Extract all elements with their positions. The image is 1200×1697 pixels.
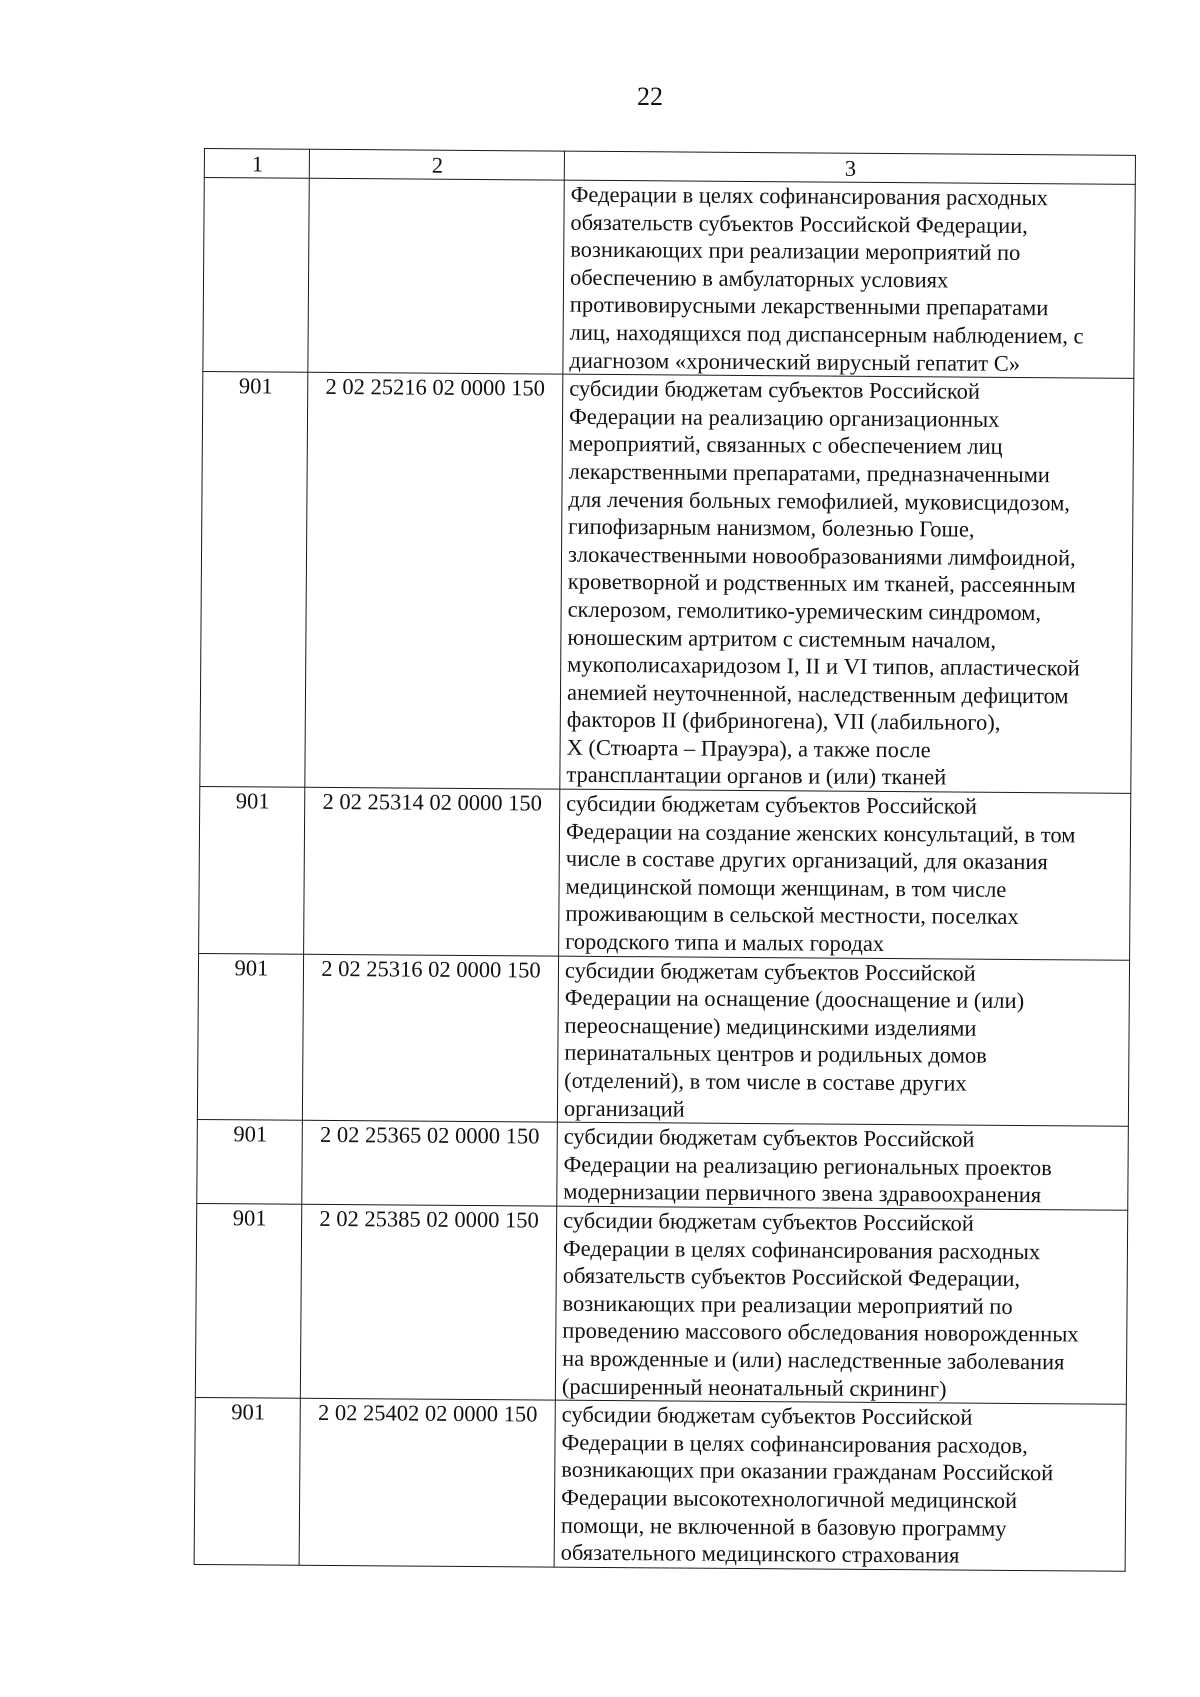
description-line: субсидии бюджетам субъектов Российской bbox=[561, 1401, 973, 1430]
description-line: числе в составе других организаций, для оказания bbox=[565, 845, 1048, 875]
description-line: трансплантации органов и (или) тканей bbox=[566, 762, 947, 790]
description-line: факторов II (фибриногена), VII (лабильного), bbox=[566, 706, 1001, 736]
description-line: Федерации в целях софинансирования расходных bbox=[570, 181, 1048, 211]
description-line: Федерации высокотехнологичной медицинской bbox=[561, 1484, 1018, 1513]
description-line: обязательств субъектов Российской Федерации, bbox=[570, 209, 1028, 238]
description-line: обеспечению в амбулаторных условиях bbox=[569, 264, 949, 293]
description-cell bbox=[555, 1206, 1127, 1404]
table-row bbox=[199, 787, 1131, 960]
description-line: субсидии бюджетам субъектов Российской bbox=[569, 375, 981, 404]
table-row bbox=[197, 953, 1129, 1126]
description-line: X (Стюарта – Прауэра), а также после bbox=[566, 734, 931, 763]
description-line: на врожденные и (или) наследственные заболевания bbox=[562, 1345, 1065, 1375]
administrator-code-cell: 901 bbox=[199, 787, 305, 954]
description-line: возникающих при реализации мероприятий по bbox=[570, 236, 1021, 266]
description-line: мероприятий, связанных с обеспечением лиц bbox=[568, 431, 1003, 460]
description-line: модернизации первичного звена здравоохранения bbox=[563, 1179, 1042, 1208]
budget-codes-table bbox=[194, 148, 1136, 1571]
description-line: медицинской помощи женщинам, в том числе bbox=[565, 873, 1007, 902]
table-row bbox=[200, 372, 1134, 794]
budget-classification-code-cell: 2 02 25216 02 0000 150 bbox=[305, 372, 563, 789]
table-row bbox=[203, 178, 1135, 379]
description-line: субсидии бюджетам субъектов Российской bbox=[563, 1207, 974, 1236]
description-line: перинатальных центров и родильных домов bbox=[564, 1040, 987, 1069]
budget-classification-code-cell: 2 02 25316 02 0000 150 bbox=[302, 954, 558, 1122]
description-line: обязательств субъектов Российской Федерации, bbox=[562, 1262, 1021, 1292]
description-line: злокачественными новообразованиями лимфоидной, bbox=[567, 541, 1076, 571]
table-row bbox=[194, 1398, 1126, 1571]
description-cell bbox=[563, 180, 1135, 378]
description-line: Федерации на реализацию организационных bbox=[568, 403, 1000, 432]
administrator-code-cell bbox=[203, 178, 309, 373]
description-line: лиц, находящихся под диспансерным наблюдением, с bbox=[569, 319, 1084, 349]
column-header-2: 2 bbox=[309, 149, 564, 180]
description-cell bbox=[559, 789, 1131, 960]
table-row bbox=[195, 1203, 1127, 1404]
description-line: городского типа и малых городах bbox=[565, 928, 885, 957]
description-line: Федерации на создание женских консультаций, в том bbox=[565, 818, 1076, 848]
description-line: лекарственными препаратами, предназначенными bbox=[568, 458, 1051, 488]
description-line: (отделений), в том числе в составе других bbox=[564, 1067, 967, 1096]
description-line: проживающим в сельской местности, поселках bbox=[565, 901, 1019, 930]
description-line: помощи, не включенной в базовую программу bbox=[560, 1512, 1007, 1541]
description-line: организаций bbox=[563, 1095, 685, 1122]
description-line: субсидии бюджетам субъектов Российской bbox=[564, 957, 976, 986]
description-line: гипофизарным нанизмом, болезнью Гоше, bbox=[568, 513, 975, 542]
budget-classification-code-cell: 2 02 25314 02 0000 150 bbox=[304, 787, 560, 955]
description-cell bbox=[557, 956, 1129, 1127]
description-line: Федерации на оснащение (дооснащение и (или) bbox=[564, 984, 1025, 1014]
column-header-1: 1 bbox=[204, 149, 309, 179]
budget-classification-code-cell: 2 02 25385 02 0000 150 bbox=[300, 1204, 556, 1400]
description-line: обязательного медицинского страхования bbox=[560, 1539, 960, 1568]
description-line: Федерации в целях софинансирования расходов, bbox=[561, 1429, 1028, 1458]
administrator-code-cell: 901 bbox=[197, 953, 303, 1120]
description-line: субсидии бюджетам субъектов Российской bbox=[563, 1123, 975, 1152]
description-line: кроветворной и родственных им тканей, рассеянным bbox=[567, 568, 1076, 598]
budget-classification-code-cell bbox=[308, 178, 564, 374]
description-line: склерозом, гемолитико-уремическим синдромом, bbox=[567, 596, 1042, 626]
table-body bbox=[194, 178, 1135, 1571]
administrator-code-cell: 901 bbox=[197, 1120, 303, 1205]
description-line: противовирусными лекарственными препаратами bbox=[569, 292, 1049, 321]
description-line: мукополисахаридозом I, II и VI типов, апластической bbox=[567, 651, 1080, 681]
administrator-code-cell: 901 bbox=[195, 1203, 301, 1398]
description-cell bbox=[560, 374, 1134, 793]
administrator-code-cell: 901 bbox=[200, 372, 308, 788]
description-line: Федерации в целях софинансирования расходных bbox=[562, 1235, 1041, 1264]
description-line: переоснащение) медицинскими изделиями bbox=[564, 1012, 977, 1041]
budget-classification-code-cell: 2 02 25402 02 0000 150 bbox=[299, 1398, 555, 1566]
description-line: возникающих при оказании гражданам Российской bbox=[561, 1456, 1054, 1486]
description-line: анемией неуточненной, наследственным дефицитом bbox=[566, 679, 1069, 709]
description-line: Федерации на реализацию региональных проектов bbox=[563, 1151, 1052, 1181]
description-line: юношеским артритом с системным началом, bbox=[567, 624, 997, 653]
budget-classification-code-cell: 2 02 25365 02 0000 150 bbox=[302, 1120, 558, 1206]
table-row bbox=[197, 1120, 1129, 1211]
description-line: диагнозом «хронический вирусный гепатит С» bbox=[569, 347, 1021, 376]
description-cell bbox=[557, 1122, 1129, 1210]
description-cell bbox=[554, 1400, 1126, 1571]
description-line: для лечения больных гемофилией, муковисцидозом, bbox=[568, 486, 1071, 515]
description-line: возникающих при реализации мероприятий по bbox=[562, 1290, 1013, 1319]
description-line: субсидии бюджетам субъектов Российской bbox=[566, 790, 978, 819]
column-header-3: 3 bbox=[564, 151, 1135, 184]
description-line: (расширенный неонатальный скрининг) bbox=[561, 1373, 947, 1402]
administrator-code-cell: 901 bbox=[194, 1398, 300, 1565]
description-line: проведению массового обследования новорожденных bbox=[562, 1318, 1079, 1347]
page-number: 22 bbox=[637, 82, 663, 111]
